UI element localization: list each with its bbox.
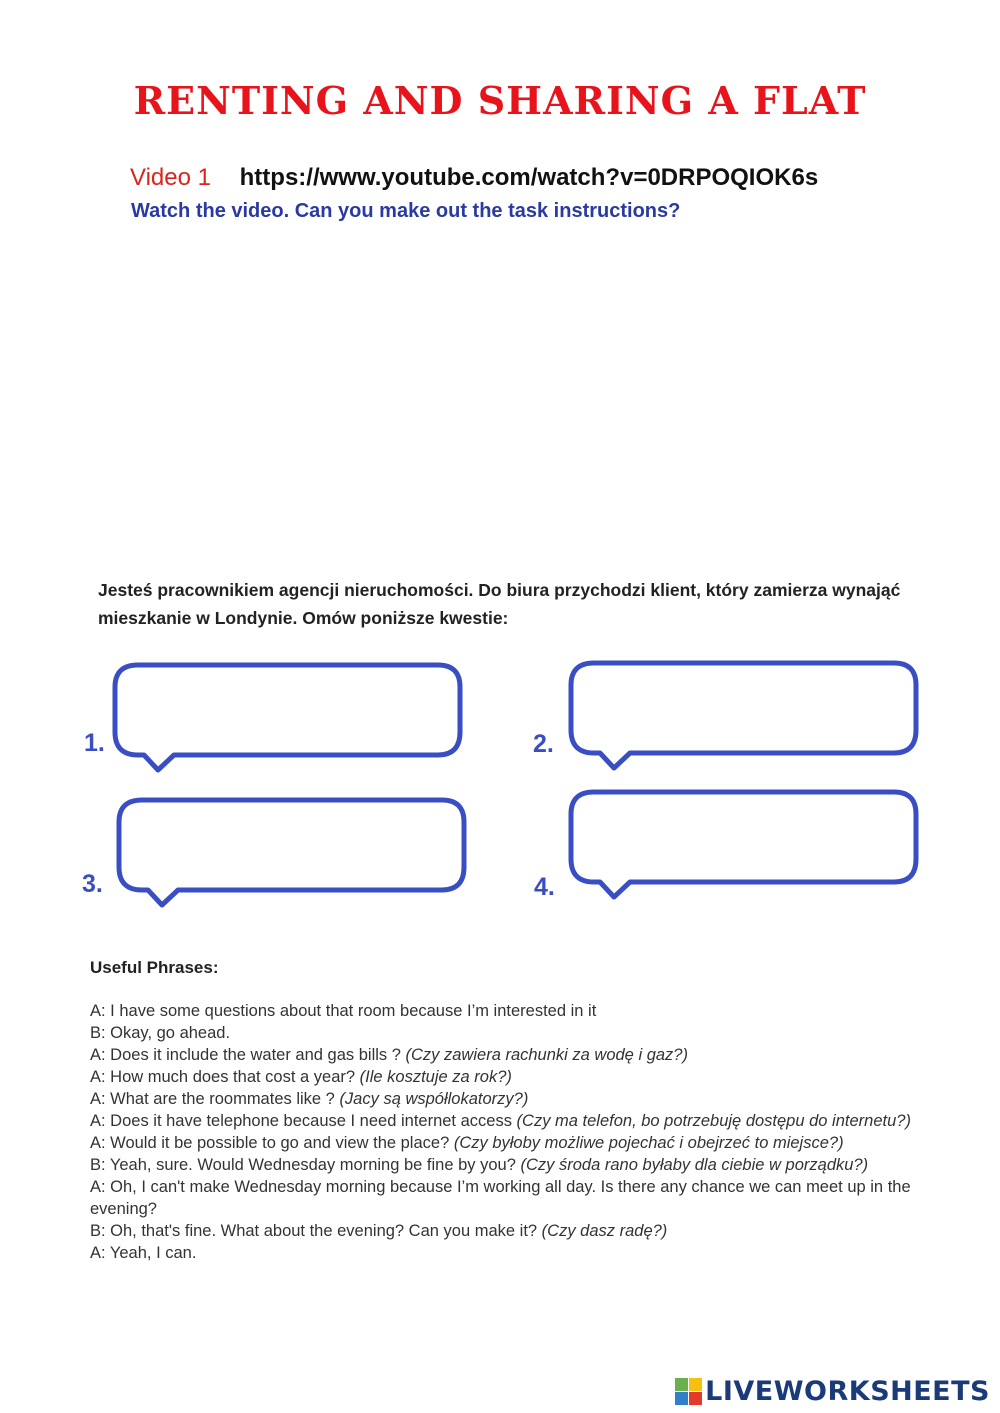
logo-square-red: [689, 1392, 702, 1405]
speech-bubble-icon: [564, 660, 924, 775]
speech-bubble-icon: [108, 662, 468, 777]
bubble-number-4: 4.: [534, 873, 555, 901]
phrase-line: B: Okay, go ahead.: [90, 1024, 231, 1042]
phrase-line: A: I have some questions about that room because I’m interested in it: [90, 1002, 597, 1020]
logo-icon: [675, 1378, 702, 1405]
phrase-line: A: Does it have telephone because I need internet access (Czy ma telefon, bo potrzebuję dostępu do internetu?): [90, 1112, 911, 1130]
phrase-line: B: Oh, that's fine. What about the evening? Can you make it? (Czy dasz radę?): [90, 1222, 668, 1240]
phrases-title: Useful Phrases:: [90, 958, 219, 977]
phrase-line: A: How much does that cost a year? (Ile kosztuje za rok?): [90, 1068, 512, 1086]
liveworksheets-logo[interactable]: [675, 1376, 990, 1407]
video-label: Video 1: [130, 164, 211, 191]
logo-square-yellow: [689, 1378, 702, 1391]
logo-text: LIVEWORKSHEETS: [705, 1376, 990, 1407]
answer-bubble-4[interactable]: [564, 789, 924, 904]
answer-bubble-1[interactable]: [108, 662, 468, 777]
bubble-number-2: 2.: [533, 730, 554, 758]
video-link[interactable]: https://www.youtube.com/watch?v=0DRPOQIOK6s: [239, 164, 819, 191]
phrase-line: A: Yeah, I can.: [90, 1244, 197, 1262]
phrase-line: A: Would it be possible to go and view the place? (Czy byłoby możliwe pojechać i obejrzeć to miejsce?): [90, 1134, 844, 1152]
video-instructions: Watch the video. Can you make out the task instructions?: [131, 200, 681, 222]
phrases-list: [90, 1000, 935, 1264]
speech-bubble-icon: [564, 789, 924, 904]
video-line: [130, 164, 818, 192]
logo-square-blue: [675, 1392, 688, 1405]
phrase-line: B: Yeah, sure. Would Wednesday morning be fine by you? (Czy środa rano byłaby dla ciebie w porządku?): [90, 1156, 869, 1174]
answer-bubble-2[interactable]: [564, 660, 924, 775]
phrase-line: A: What are the roommates like ? (Jacy są współlokatorzy?): [90, 1090, 529, 1108]
bubble-number-3: 3.: [82, 870, 103, 898]
task-intro: Jesteś pracownikiem agencji nieruchomości. Do biura przychodzi klient, który zamierza wynająć mieszkanie w Londynie. Omów poniższe kwestie:: [98, 580, 901, 628]
bubble-number-1: 1.: [84, 729, 105, 757]
logo-square-green: [675, 1378, 688, 1391]
answer-bubble-3[interactable]: [112, 797, 472, 912]
speech-bubble-icon: [112, 797, 472, 912]
page-title: RENTING AND SHARING A FLAT: [133, 78, 867, 123]
phrase-line: A: Oh, I can't make Wednesday morning because I’m working all day. Is there any chance we can meet up in the evening?: [90, 1178, 911, 1218]
phrase-line: A: Does it include the water and gas bills ? (Czy zawiera rachunki za wodę i gaz?): [90, 1046, 688, 1064]
